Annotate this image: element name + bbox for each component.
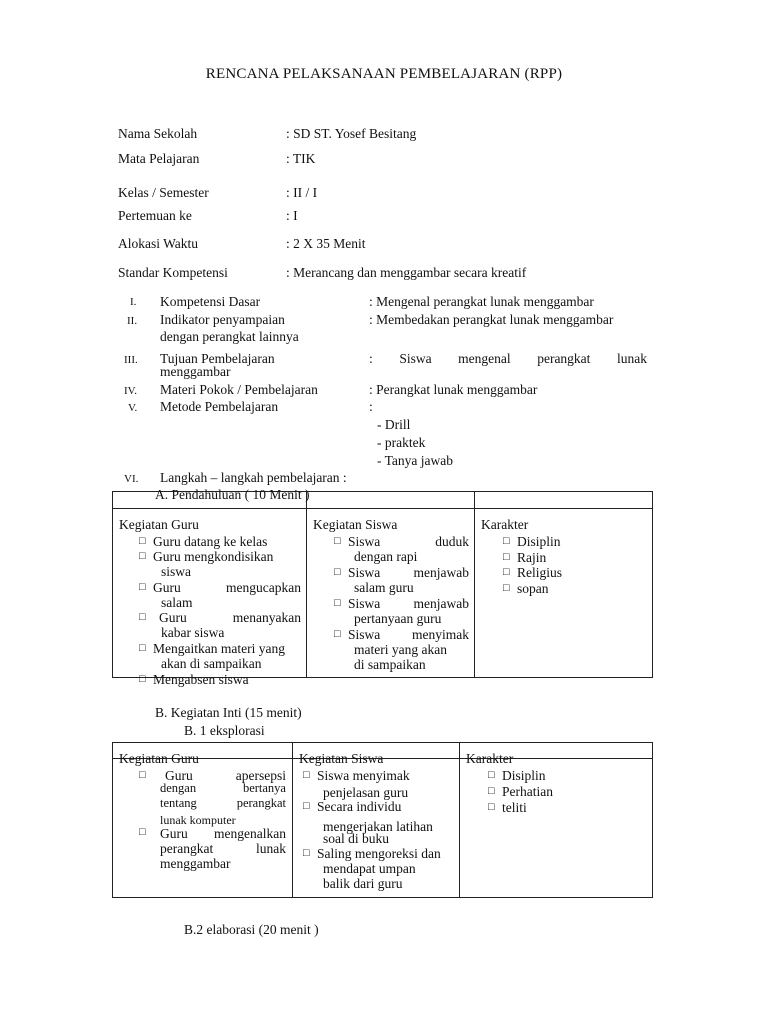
section-num-1: I. — [130, 296, 137, 308]
info-label-time: Alokasi Waktu — [118, 236, 199, 251]
checkbox-bullet-icon: □ — [503, 566, 510, 578]
checkbox-bullet-icon: □ — [488, 801, 495, 813]
checkbox-bullet-icon: □ — [503, 551, 510, 563]
info-label-school: Nama Sekolah — [118, 126, 198, 141]
karakter-item: Religius — [517, 565, 563, 580]
checkbox-bullet-icon: □ — [303, 800, 310, 812]
checkbox-bullet-icon: □ — [503, 535, 510, 547]
section-num-5: V. — [128, 402, 138, 414]
table-divider — [474, 491, 475, 678]
table-divider — [306, 491, 307, 678]
guru-item-cont: siswa — [161, 564, 191, 579]
guru-item-cont: dengan bertanya — [160, 781, 286, 795]
checkbox-bullet-icon: □ — [334, 628, 341, 640]
info-value-class: : II / I — [286, 185, 318, 200]
guru-item-cont: akan di sampaikan — [161, 656, 262, 671]
siswa-item-cont: pertanyaan guru — [354, 611, 442, 626]
col-header-siswa: Kegiatan Siswa — [313, 517, 398, 532]
table-divider — [292, 742, 293, 898]
siswa-item-cont: materi yang akan — [354, 642, 447, 657]
section-label-2b: dengan perangkat lainnya — [160, 329, 299, 344]
checkbox-bullet-icon: □ — [139, 581, 146, 593]
section-value-2: : Membedakan perangkat lunak menggambar — [369, 312, 614, 327]
col-header-karakter: Karakter — [466, 751, 514, 766]
method-item: - Drill — [377, 417, 411, 432]
siswa-item-cont: penjelasan guru — [323, 785, 409, 800]
section-value-4: : Perangkat lunak menggambar — [369, 382, 538, 397]
karakter-item: Disiplin — [502, 768, 546, 783]
siswa-item: Secara individu — [317, 799, 402, 814]
karakter-item: Perhatian — [502, 784, 553, 799]
guru-item-cont: menggambar — [160, 856, 231, 871]
checkbox-bullet-icon: □ — [139, 535, 146, 547]
info-label-competency: Standar Kompetensi — [118, 265, 228, 280]
guru-item-cont: lunak komputer — [160, 813, 236, 827]
section-num-6: VI. — [124, 473, 139, 485]
col-header-guru: Kegiatan Guru — [119, 517, 199, 532]
siswa-item: Saling mengoreksi dan — [317, 846, 441, 861]
guru-item: Guru mengkondisikan — [153, 549, 274, 564]
info-value-meeting: : I — [286, 208, 298, 223]
section-num-3: III. — [124, 354, 138, 366]
siswa-item-cont: mengerjakan latihan — [323, 819, 433, 834]
checkbox-bullet-icon: □ — [139, 611, 146, 623]
guru-item-cont: tentang perangkat — [160, 796, 286, 810]
section-value-1: : Mengenal perangkat lunak menggambar — [369, 294, 594, 309]
siswa-item-cont: mendapat umpan — [323, 861, 416, 876]
siswa-item: Siswa menjawab — [348, 565, 469, 580]
checkbox-bullet-icon: □ — [139, 550, 146, 562]
section-value-3-word: perangkat — [537, 351, 591, 366]
section-label-2: Indikator penyampaian — [160, 312, 285, 327]
info-value-competency: : Merancang dan menggambar secara kreatif — [286, 265, 527, 280]
siswa-item-cont: salam guru — [354, 580, 414, 595]
info-value-time: : 2 X 35 Menit — [286, 236, 366, 251]
checkbox-bullet-icon: □ — [139, 642, 146, 654]
guru-item: Guru mengucapkan — [153, 580, 301, 595]
info-value-school: : SD ST. Yosef Besitang — [286, 126, 417, 141]
siswa-item: Siswa duduk — [348, 534, 469, 549]
checkbox-bullet-icon: □ — [503, 582, 510, 594]
karakter-item: Rajin — [517, 550, 547, 565]
table-divider — [459, 742, 460, 898]
guru-item: Mengaitkan materi yang — [153, 641, 285, 656]
part-b-heading: B. Kegiatan Inti (15 menit) — [155, 705, 302, 720]
method-item: - praktek — [377, 435, 426, 450]
karakter-item: teliti — [502, 800, 527, 815]
section-label-6: Langkah – langkah pembelajaran : — [160, 470, 347, 485]
siswa-item-cont: balik dari guru — [323, 876, 403, 891]
guru-item-cont: perangkat lunak — [160, 841, 286, 856]
siswa-item: Siswa menyimak — [317, 768, 410, 783]
checkbox-bullet-icon: □ — [334, 535, 341, 547]
siswa-item-cont: soal di buku — [323, 831, 389, 846]
checkbox-bullet-icon: □ — [334, 597, 341, 609]
checkbox-bullet-icon: □ — [303, 847, 310, 859]
section-value-3-word: mengenal — [458, 351, 511, 366]
col-header-guru: Kegiatan Guru — [119, 751, 199, 766]
table-a-heading: A. Pendahuluan ( 10 Menit ) — [155, 487, 310, 502]
section-value-3 — [369, 351, 647, 367]
checkbox-bullet-icon: □ — [488, 769, 495, 781]
section-label-5: Metode Pembelajaran — [160, 399, 279, 414]
section-num-2: II. — [127, 315, 138, 327]
section-label-4: Materi Pokok / Pembelajaran — [160, 382, 318, 397]
info-label-class: Kelas / Semester — [118, 185, 209, 200]
checkbox-bullet-icon: □ — [139, 826, 146, 838]
guru-item-cont: kabar siswa — [161, 625, 225, 640]
part-b2-heading: B.2 elaborasi (20 menit ) — [184, 922, 319, 937]
section-label-1: Kompetensi Dasar — [160, 294, 261, 309]
section-value-3-word: Siswa — [399, 351, 432, 366]
info-label-subject: Mata Pelajaran — [118, 151, 200, 166]
checkbox-bullet-icon: □ — [139, 769, 146, 781]
guru-item: Guru mengenalkan — [160, 826, 286, 841]
siswa-item-cont: di sampaikan — [354, 657, 426, 672]
method-item: - Tanya jawab — [377, 453, 454, 468]
info-value-subject: : TIK — [286, 151, 316, 166]
checkbox-bullet-icon: □ — [139, 673, 146, 685]
section-value-3-word: lunak — [617, 351, 647, 366]
section-label-3b: menggambar — [160, 364, 231, 379]
checkbox-bullet-icon: □ — [334, 566, 341, 578]
section-value-5: : — [369, 399, 373, 414]
section-value-3-word: : — [369, 351, 373, 366]
section-label-3: Tujuan Pembelajaran — [160, 351, 275, 366]
guru-item: Guru menanyakan — [159, 610, 301, 625]
info-label-meeting: Pertemuan ke — [118, 208, 192, 223]
col-header-siswa: Kegiatan Siswa — [299, 751, 384, 766]
checkbox-bullet-icon: □ — [488, 785, 495, 797]
table-divider — [112, 508, 653, 509]
part-b1-heading: B. 1 eksplorasi — [184, 723, 265, 738]
guru-item: Mengabsen siswa — [153, 672, 249, 687]
col-header-karakter: Karakter — [481, 517, 529, 532]
karakter-item: Disiplin — [517, 534, 561, 549]
guru-item: Guru apersepsi — [165, 768, 286, 783]
siswa-item-cont: dengan rapi — [354, 549, 418, 564]
karakter-item: sopan — [517, 581, 549, 596]
guru-item-cont: salam — [161, 595, 193, 610]
siswa-item: Siswa menjawab — [348, 596, 469, 611]
page-title: RENCANA PELAKSANAAN PEMBELAJARAN (RPP) — [205, 66, 563, 82]
guru-item: Guru datang ke kelas — [153, 534, 268, 549]
checkbox-bullet-icon: □ — [303, 769, 310, 781]
siswa-item: Siswa menyimak — [348, 627, 469, 642]
section-num-4: IV. — [124, 385, 137, 397]
